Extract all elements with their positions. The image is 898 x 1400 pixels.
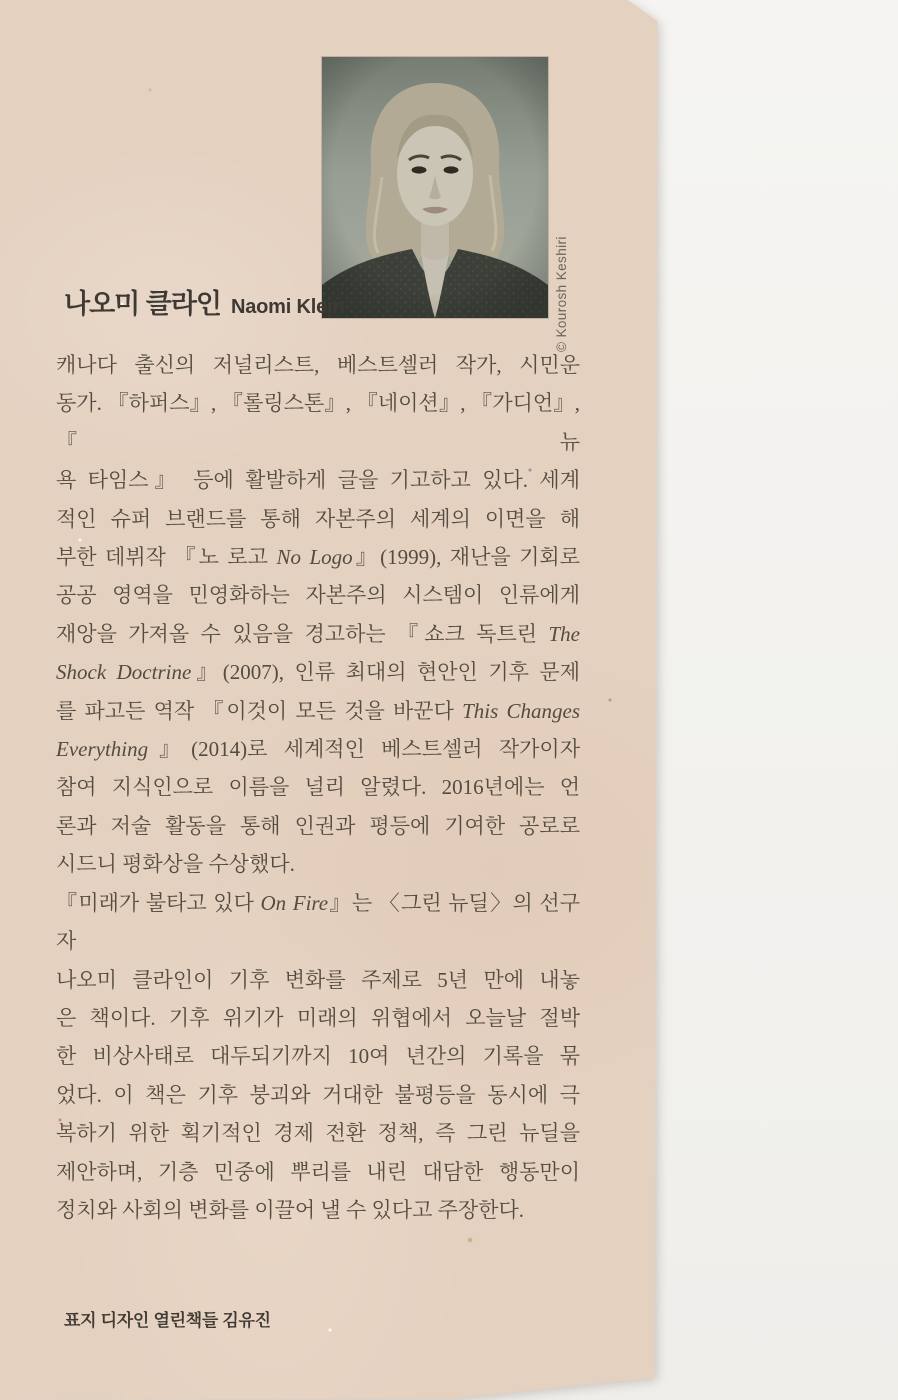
- bio-line: [56, 999, 580, 1037]
- bio-book-title-latin: No Logo: [276, 545, 353, 570]
- author-portrait-illustration: [322, 57, 548, 318]
- bio-text-segment: 욕 타임스』 등에 활발하게 글을 기고하고 있다. 세계: [56, 468, 580, 493]
- bio-text-segment: 』(2014)로 세계적인 베스트셀러 작가이자: [148, 737, 580, 762]
- bio-line: [56, 768, 580, 806]
- photo-credit: © Kourosh Keshiri: [554, 236, 569, 352]
- author-name-heading: [64, 282, 344, 321]
- bio-text-segment: 복하기 위한 획기적인 경제 전환 정책, 즉 그린 뉴딜을: [56, 1121, 580, 1146]
- bio-text-segment: 재앙을 가져올 수 있음을 경고하는 『쇼크 독트린: [56, 621, 549, 646]
- bio-text-segment: 동가. 『하퍼스』, 『롤링스톤』, 『네이션』, 『가디언』, 『뉴: [56, 391, 580, 454]
- bio-text-segment: 제안하며, 기층 민중에 뿌리를 내린 대담한 행동만이: [56, 1159, 580, 1184]
- bio-line: [56, 653, 580, 691]
- bio-text-segment: 론과 저술 활동을 통해 인권과 평등에 기여한 공로로: [56, 813, 580, 838]
- bio-book-title-latin: The: [548, 621, 580, 646]
- bio-text-segment: 시드니 평화상을 수상했다.: [56, 852, 295, 877]
- bio-line: [56, 692, 580, 730]
- bio-line: [56, 961, 580, 999]
- bio-text-segment: 은 책이다. 기후 위기가 미래의 위협에서 오늘날 절박: [56, 1005, 580, 1030]
- bio-line: [56, 346, 580, 384]
- bio-line: [56, 538, 580, 576]
- bio-line: [56, 461, 580, 499]
- bio-line: [56, 1114, 580, 1152]
- bio-book-title-latin: This Changes: [462, 698, 581, 723]
- bio-book-title-latin: On Fire: [260, 890, 329, 915]
- bio-text-segment: 』(2007), 인류 최대의 현안인 기후 문제: [191, 660, 580, 685]
- bio-text-segment: 』는 〈그린 뉴딜〉의 선구자: [56, 890, 580, 954]
- bio-text-segment: 를 파고든 역작 『이것이 모든 것을 바꾼다: [56, 698, 463, 723]
- bio-text-segment: 적인 슈퍼 브랜드를 통해 자본주의 세계의 이면을 해: [56, 506, 580, 531]
- bio-line: [56, 576, 580, 614]
- bio-line: [56, 384, 580, 461]
- bio-line: [56, 1191, 580, 1229]
- bio-line: [56, 1076, 580, 1114]
- bio-line: [56, 1037, 580, 1075]
- author-photo: [322, 57, 548, 318]
- bio-line: [56, 500, 580, 538]
- bio-text-segment: 나오미 클라인이 기후 변화를 주제로 5년 만에 내놓: [56, 967, 580, 992]
- bio-line: [56, 807, 580, 845]
- bio-book-title-latin: Everything: [56, 737, 149, 762]
- bio-line: [56, 884, 580, 961]
- bio-text-segment: 부한 데뷔작 『노 로고: [56, 545, 277, 570]
- bio-text-segment: 캐나다 출신의 저널리스트, 베스트셀러 작가, 시민운: [56, 353, 580, 377]
- bio-line: [56, 845, 580, 883]
- bio-line: [56, 730, 580, 768]
- author-name-english: Naomi Klein: [231, 296, 345, 318]
- bio-text-segment: 한 비상사태로 대두되기까지 10여 년간의 기록을 묶: [56, 1044, 580, 1069]
- bio-text-segment: 참여 지식인으로 이름을 널리 알렸다. 2016년에는 언: [56, 775, 580, 800]
- bio-line: [56, 615, 580, 653]
- bio-text-segment: 공공 영역을 민영화하는 자본주의 시스템이 인류에게: [56, 583, 580, 608]
- bio-text-segment: 』(1999), 재난을 기회로: [352, 545, 581, 570]
- design-credit: 표지 디자인 열린책들 김유진: [64, 1311, 271, 1330]
- bio-text-segment: 『미래가 불타고 있다: [56, 890, 261, 915]
- bio-text-segment: 었다. 이 책은 기후 붕괴와 거대한 불평등을 동시에 극: [56, 1082, 580, 1107]
- author-name-korean: 나오미 클라인: [64, 289, 221, 319]
- bio-book-title-latin: Shock Doctrine: [56, 660, 192, 685]
- bio-line: [56, 1153, 580, 1191]
- bio-text: [56, 346, 580, 1229]
- bio-text-segment: 정치와 사회의 변화를 이끌어 낼 수 있다고 주장한다.: [56, 1197, 525, 1222]
